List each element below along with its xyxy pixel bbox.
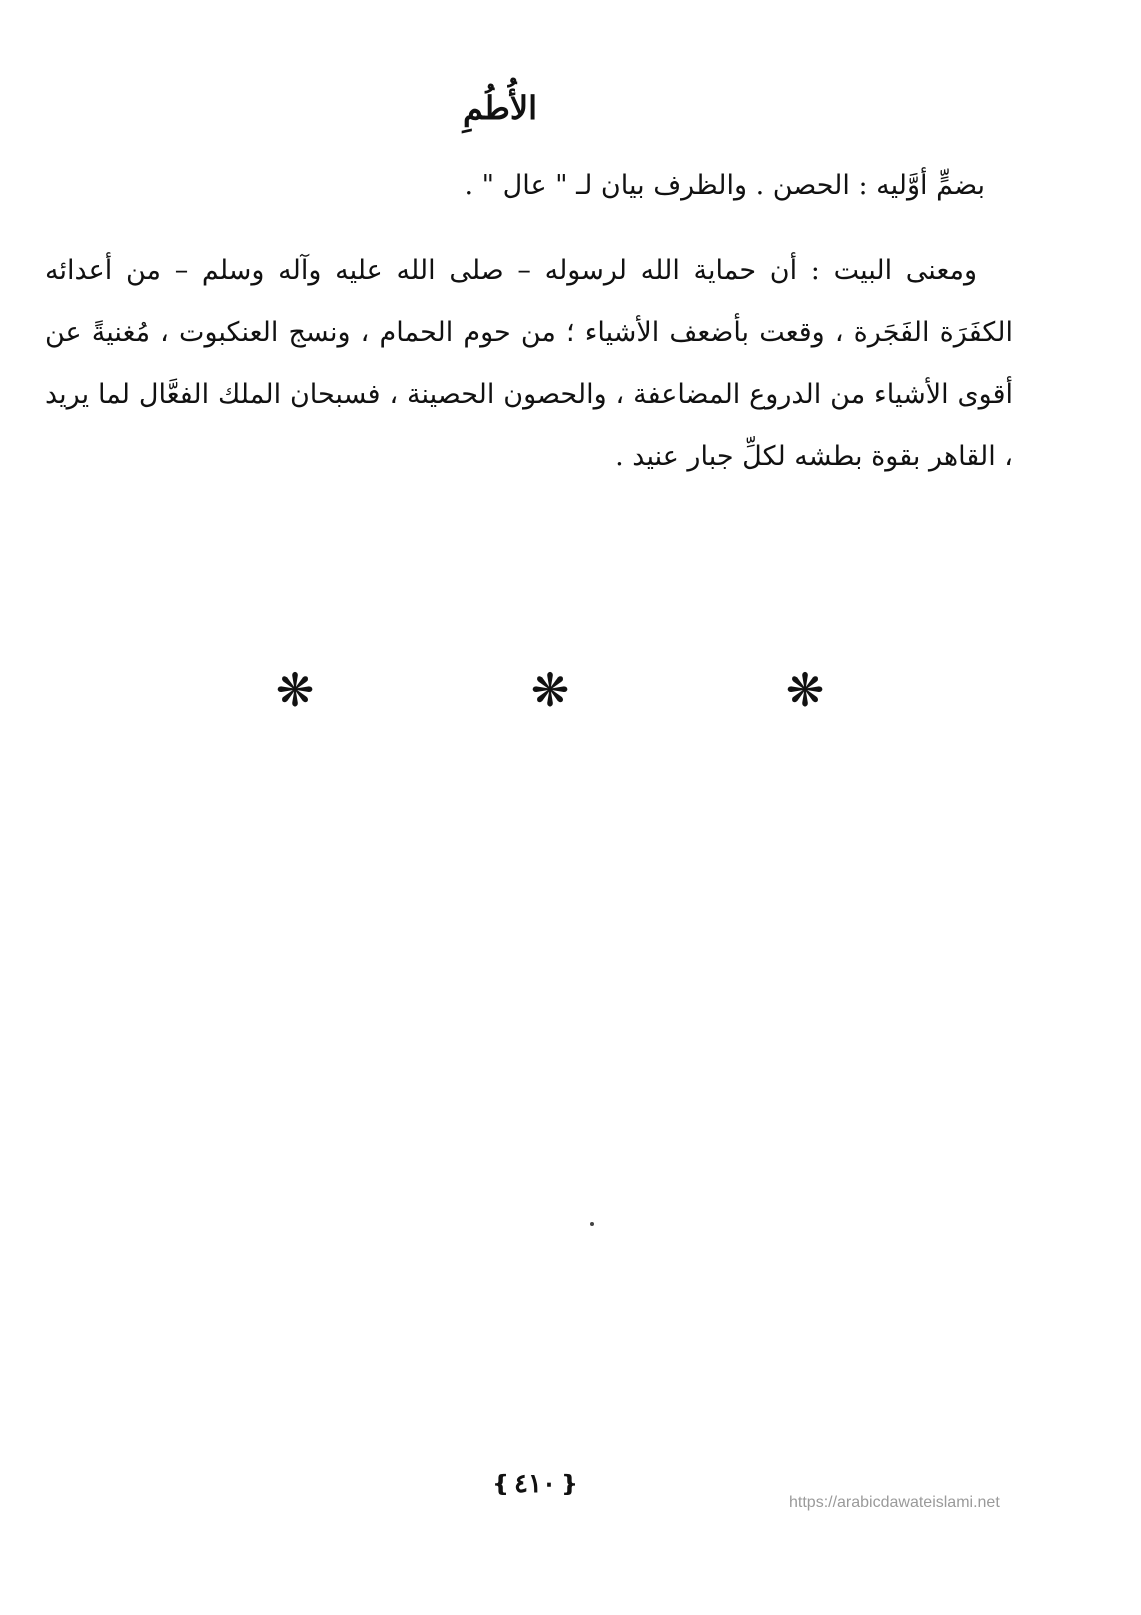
entry-heading: الأُطُمِ — [463, 89, 537, 127]
page-number — [480, 1462, 590, 1506]
page-number-ornament-left-icon: ❴ — [491, 1471, 511, 1497]
page-number-value: ٤١٠ — [514, 1469, 556, 1499]
section-separator — [270, 660, 830, 720]
source-url-watermark: https://arabicdawateislami.net — [789, 1494, 1000, 1511]
gloss-line: بضمٍّ أوَّليه : الحصن . والظرف بيان لـ " عال " . — [464, 170, 985, 201]
separator-star-icon: ❋ — [275, 663, 315, 717]
explanation-paragraph — [45, 240, 1013, 488]
stray-dot — [590, 1222, 594, 1226]
explanation-text: ومعنى البيت : أن حماية الله لرسوله – صلى الله عليه وآله وسلم – من أعدائه الكفَرَة الفَجَرة ، وقعت بأضعف الأشياء ؛ من حوم الحمام ، ونسج العنكبوت ، مُغنيةً عن أقوى الأشياء من الدروع المضاعفة ، والحصون الحصينة ، فسبحان الملك الفعَّال لما يريد ، القاهر بقوة بطشه لكلِّ جبار عنيد . — [45, 255, 1013, 472]
separator-star-icon: ❋ — [530, 663, 570, 717]
page-number-ornament-right-icon: ❵ — [559, 1471, 579, 1497]
separator-star-icon: ❋ — [785, 663, 825, 717]
